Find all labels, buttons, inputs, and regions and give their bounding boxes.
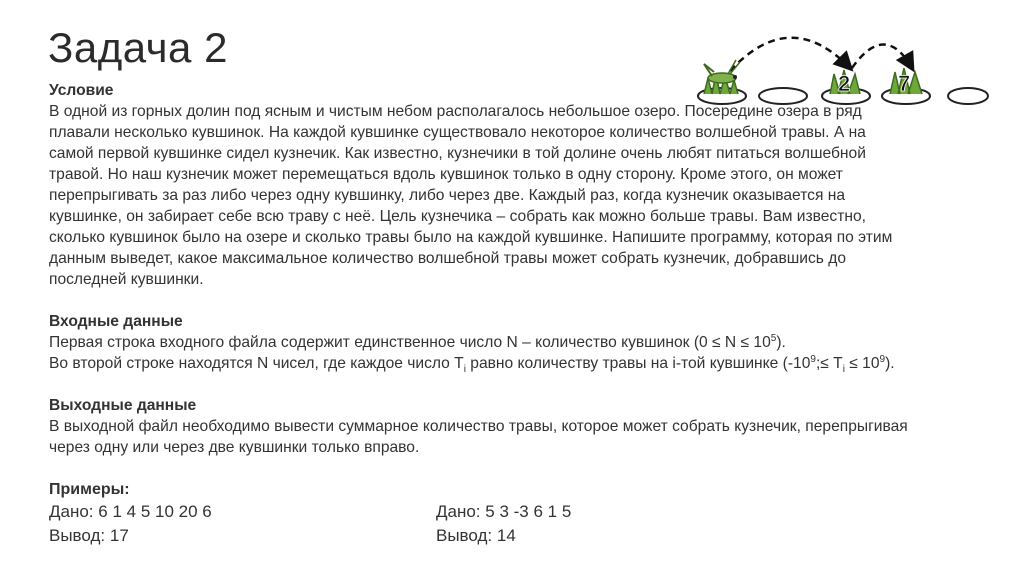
lily-pad	[948, 88, 988, 104]
condition-heading: Условие	[49, 82, 114, 99]
input-line-1: Первая строка входного файла содержит единственное число N – количество кувшинок $(0 \le N \le 10^5)$.	[49, 332, 786, 351]
examples-heading: Примеры:	[49, 481, 130, 498]
given-label: Дано:	[436, 502, 481, 521]
output-value: 14	[496, 526, 516, 545]
given-values: 5 3 -3 6 1 5	[485, 502, 572, 521]
example-1	[49, 500, 212, 548]
output-label: Вывод:	[436, 526, 493, 545]
given-values: 6 1 4 5 10 20 6	[98, 502, 212, 521]
output-text: В выходной файл необходимо вывести суммарное количество травы, которое может собрать кузнечик, перепрыгивая через одну или через две кувшинки только вправо.	[49, 418, 908, 456]
input-line-2: Во второй строке находятся N чисел, где каждое число $T_i$ равно количеству травы на i-той кувшинке $(-10^9;\le T_i \le 10^9)$.	[49, 353, 895, 376]
given-label: Дано:	[49, 502, 94, 521]
output-value: 17	[109, 526, 129, 545]
output-heading: Выходные данные	[49, 397, 197, 414]
jump-arrow-long	[730, 38, 850, 71]
pad-number: 2	[838, 71, 851, 96]
slide-title: Задача 2	[48, 24, 228, 71]
jump-arrow-short	[852, 45, 912, 69]
example-2	[436, 500, 571, 548]
slide-content	[49, 80, 909, 548]
output-label: Вывод:	[49, 526, 106, 545]
pad-number: 7	[898, 71, 911, 96]
input-heading: Входные данные	[49, 313, 183, 330]
examples	[49, 500, 909, 548]
condition-text: В одной из горных долин под ясным и чистым небом располагалось небольшое озеро. Посередине озера в ряд плавали несколько кувшинок. На каждой кувшинке существовало некоторое количество волшебной травы. А на самой первой кувшинке сидел кузнечик. Как известно, кузнечики в той долине очень любят питаться волшебной травой. Но наш кузнечик может перемещаться вдоль кувшинок только в одну сторону. Кроме этого, он может перепрыгивать за раз либо через одну кувшинку, либо через две. Каждый раз, когда кузнечик оказывается на кувшинке, он забирает себе всю траву с неё. Цель кузнечика – собрать как можно больше травы. Вам известно, сколько кувшинок было на озере и сколько травы было на каждой кувшинке. Напишите программу, которая по этим данным выведет, какое максимальное количество волшебной травы может собрать кузнечик, добравшись до последней кувшинки.	[49, 103, 893, 288]
